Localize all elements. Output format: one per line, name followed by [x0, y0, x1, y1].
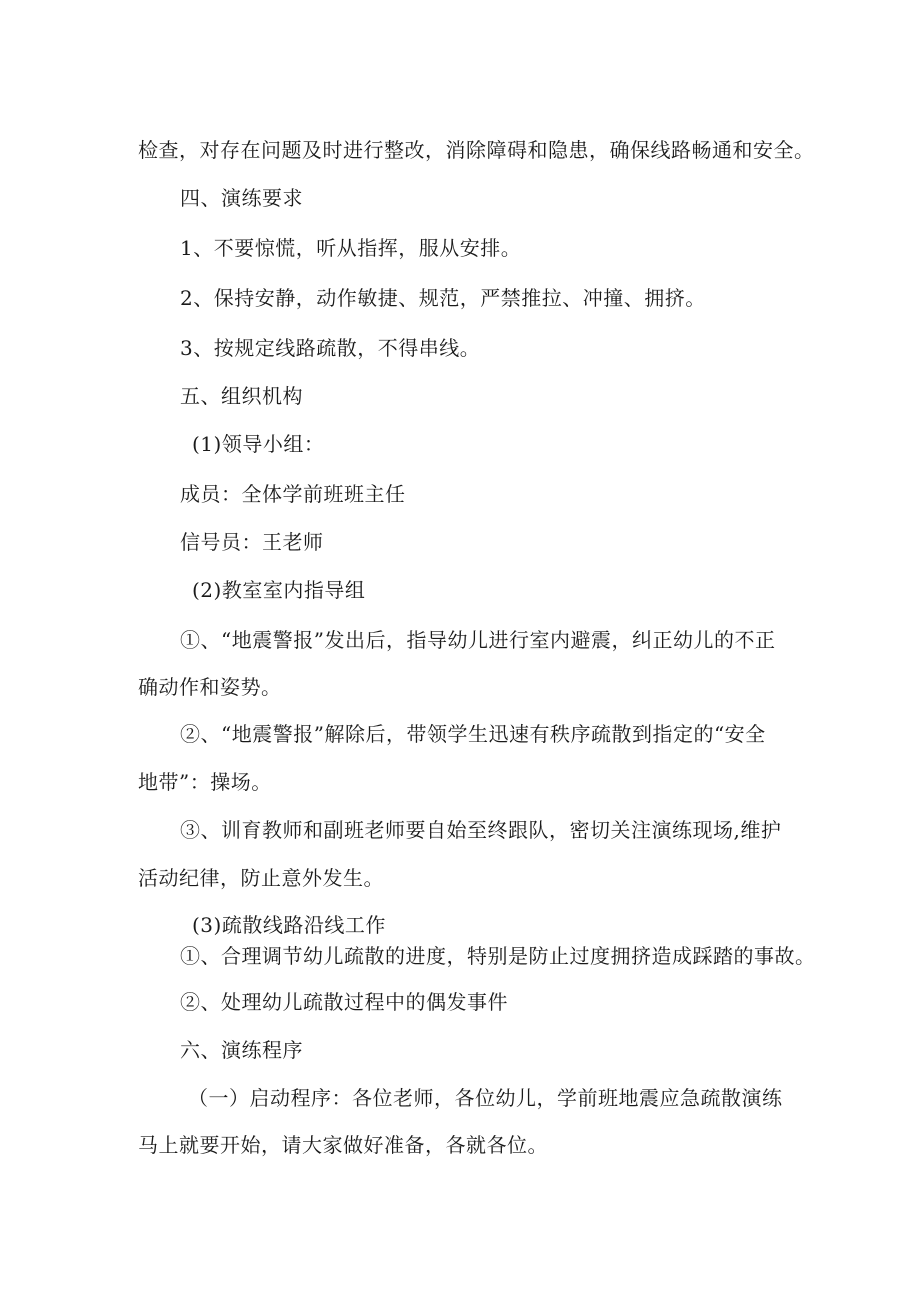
- paragraph-line: （一）启动程序：各位老师，各位幼儿，学前班地震应急疏散演练: [188, 1086, 783, 1110]
- paragraph-line: ②、“地震警报”解除后，带领学生迅速有秩序疏散到指定的“安全: [180, 722, 766, 746]
- paragraph-line: 确动作和姿势。: [138, 675, 282, 699]
- list-item: 2、保持安静，动作敏捷、规范，严禁推拉、冲撞、拥挤。: [180, 286, 706, 310]
- section-heading: 五、组织机构: [180, 384, 303, 408]
- paragraph-line: 检查，对存在问题及时进行整改，消除障碍和隐患，确保线路畅通和安全。: [138, 138, 815, 162]
- paragraph-line: ①、“地震警报”发出后，指导幼儿进行室内避震，纠正幼儿的不正: [180, 628, 776, 652]
- paragraph-line: ③、训育教师和副班老师要自始至终跟队，密切关注演练现场,维护: [180, 818, 782, 842]
- paragraph-line: 信号员：王老师: [180, 530, 324, 554]
- subsection-heading: (1)领导小组：: [192, 432, 325, 456]
- paragraph-line: 地带”：操场。: [138, 770, 272, 794]
- section-heading: 六、演练程序: [180, 1038, 303, 1062]
- paragraph-line: 马上就要开始，请大家做好准备，各就各位。: [138, 1133, 548, 1157]
- paragraph-line: 成员：全体学前班班主任: [180, 482, 406, 506]
- list-item: 3、按规定线路疏散，不得串线。: [180, 336, 481, 360]
- paragraph-line: 活动纪律，防止意外发生。: [138, 866, 384, 890]
- subsection-heading: (2)教室室内指导组: [192, 578, 366, 602]
- section-heading: 四、演练要求: [180, 186, 303, 210]
- paragraph-line: ①、合理调节幼儿疏散的进度，特别是防止过度拥挤造成踩踏的事故。: [180, 944, 816, 968]
- paragraph-line: ②、处理幼儿疏散过程中的偶发事件: [180, 990, 508, 1014]
- list-item: 1、不要惊慌，听从指挥，服从安排。: [180, 236, 522, 260]
- subsection-heading: (3)疏散线路沿线工作: [192, 913, 386, 937]
